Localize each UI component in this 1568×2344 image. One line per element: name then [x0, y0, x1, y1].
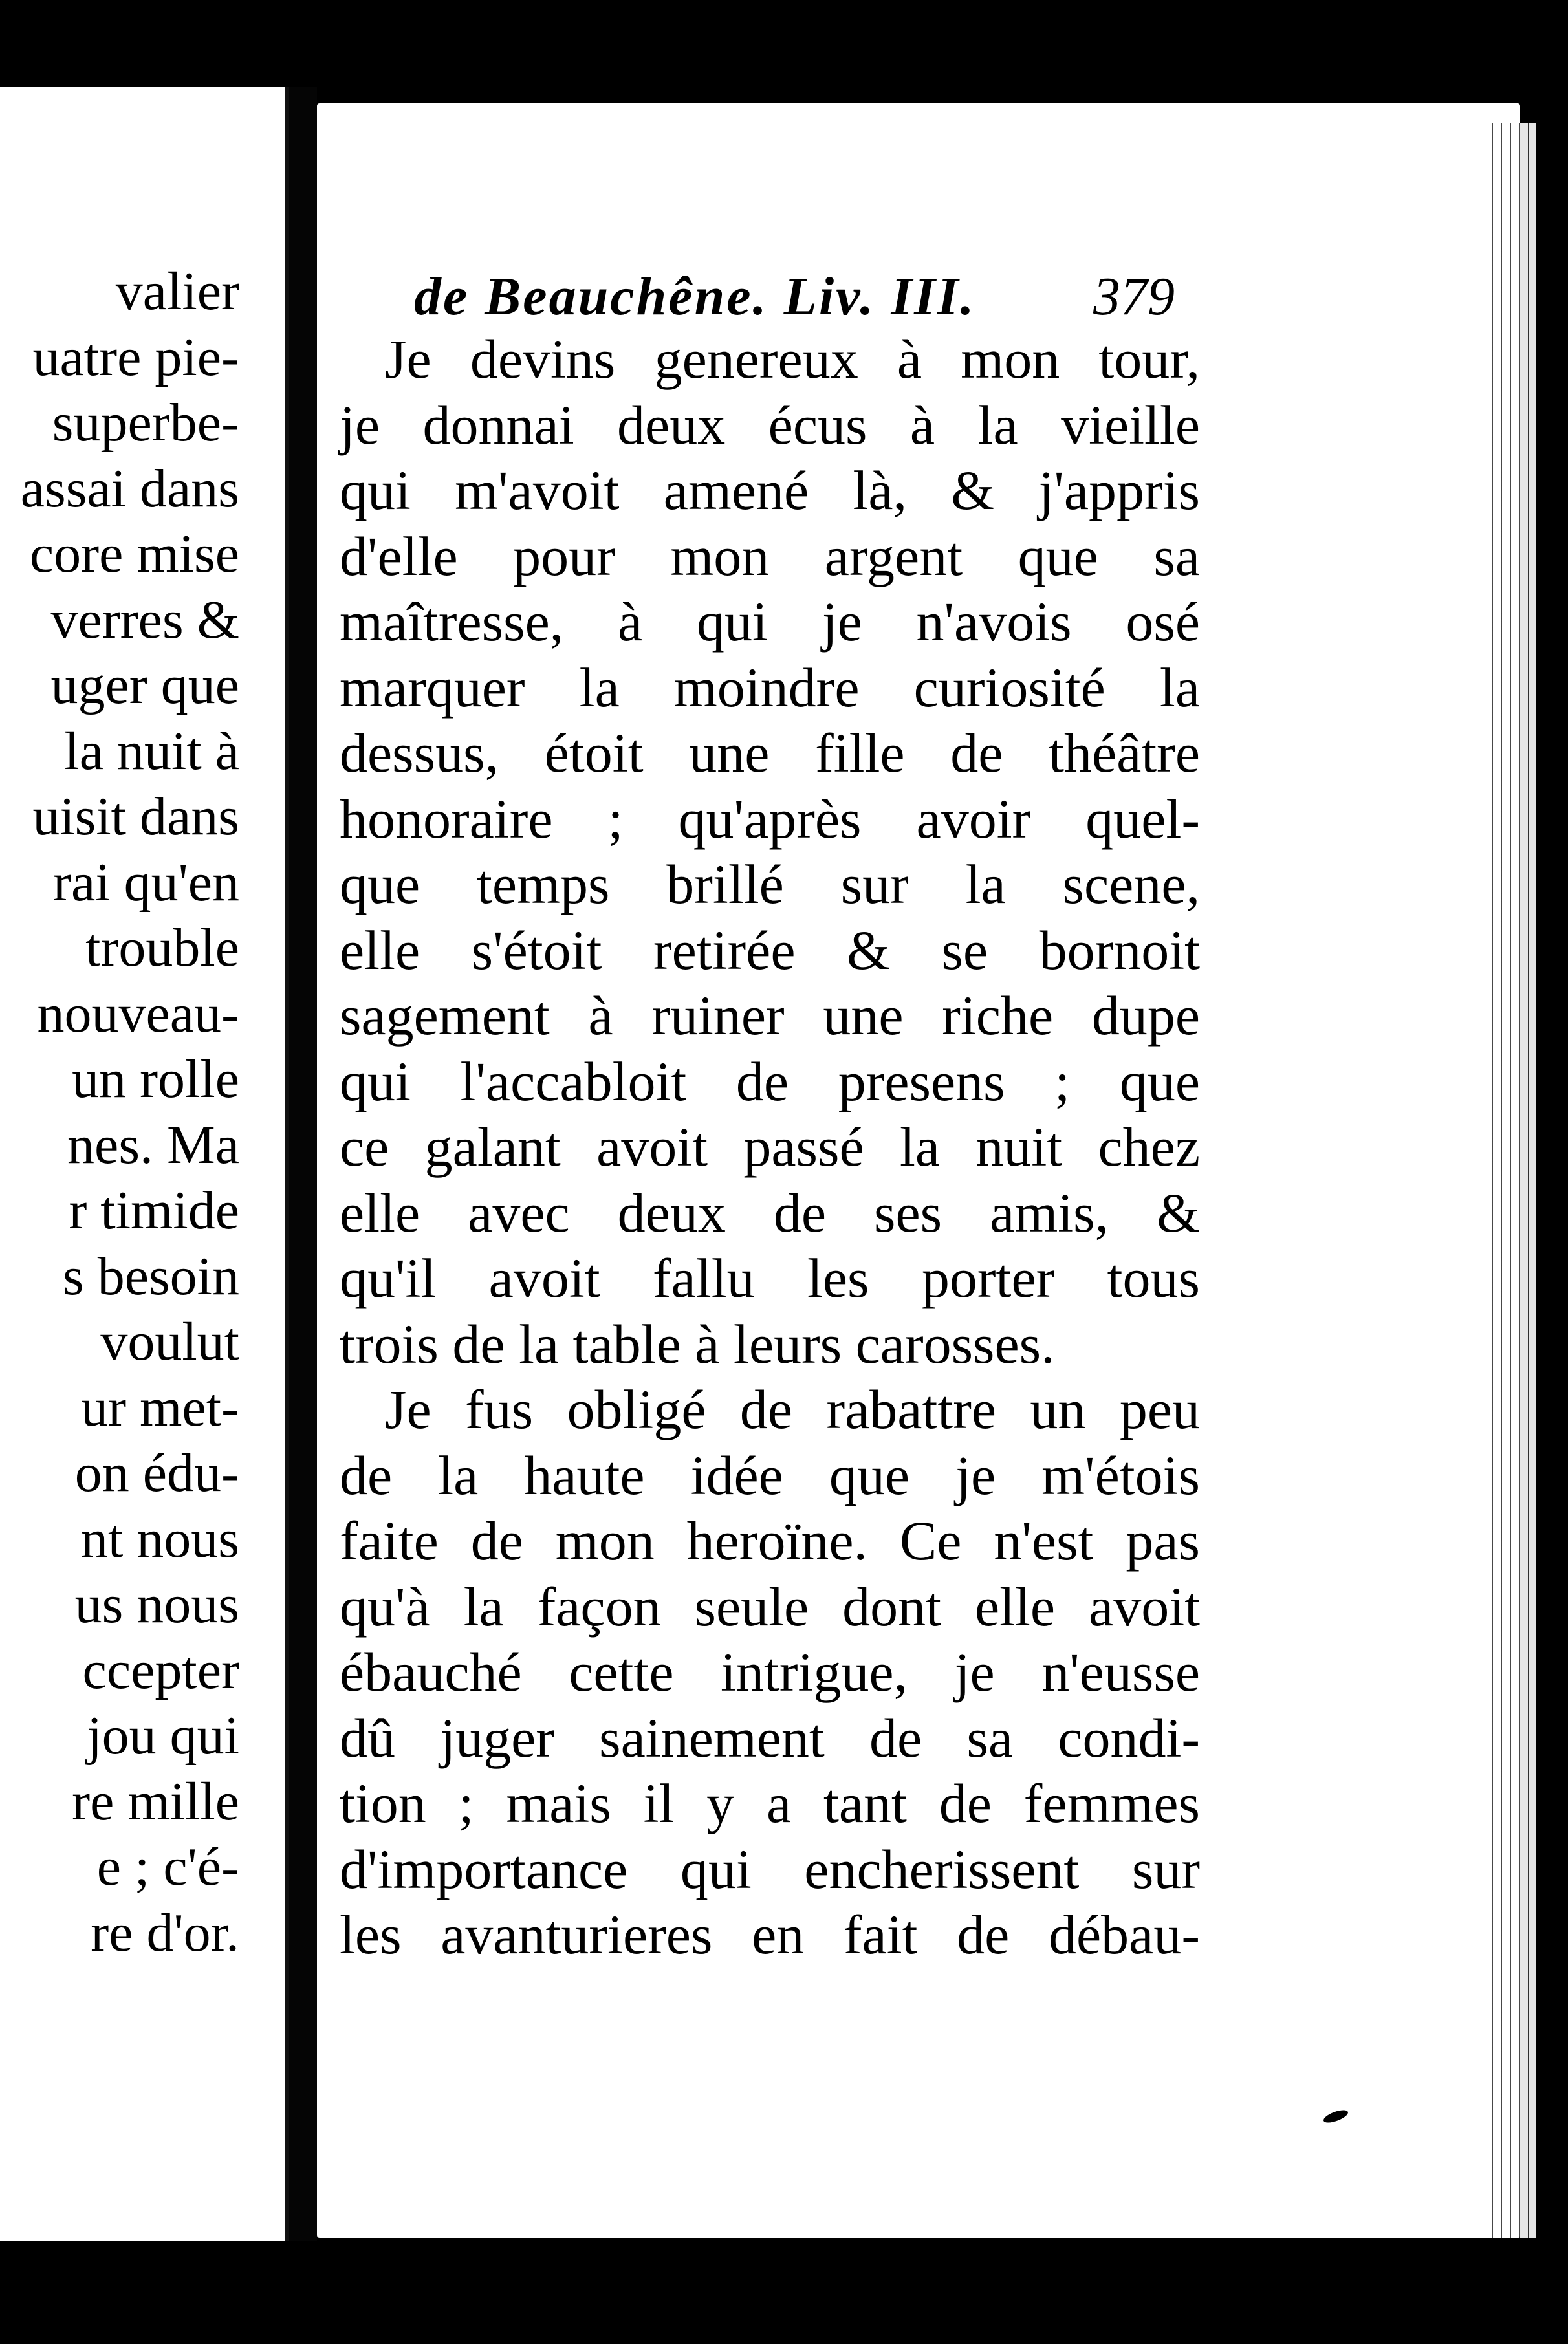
- paragraph-2: [340, 1377, 1200, 1968]
- left-page-line: verres &: [50, 589, 239, 650]
- left-page-line: la nuit à: [64, 721, 239, 781]
- left-page-line: un rolle: [72, 1049, 239, 1109]
- text-line: d'importance qui encherissent sur: [340, 1838, 1200, 1900]
- left-page-line: r timide: [69, 1180, 239, 1241]
- left-page-line: valier: [115, 261, 239, 321]
- left-page-line: ccepter: [82, 1640, 239, 1700]
- text-line: elle s'étoit retirée & se bornoit: [340, 918, 1200, 981]
- left-page-line: voulut: [100, 1312, 239, 1372]
- text-line: maîtresse, à qui je n'avois osé: [340, 591, 1200, 653]
- left-page-line: e ; c'é-: [96, 1837, 239, 1897]
- text-line: marquer la moindre curiosité la: [340, 656, 1200, 719]
- left-page-line: superbe-: [52, 393, 239, 453]
- text-line: qu'à la façon seule dont elle avoit: [340, 1575, 1200, 1638]
- text-line: que temps brillé sur la scene,: [340, 853, 1200, 915]
- text-line: elle avec deux de ses amis, &: [340, 1181, 1200, 1244]
- left-page-line: uger que: [50, 655, 239, 715]
- left-page-line: on édu-: [74, 1443, 239, 1503]
- text-line: les avanturieres en fait de débau-: [340, 1904, 1200, 1966]
- ink-speck: [1142, 2283, 1148, 2286]
- left-page-line: re mille: [72, 1771, 239, 1832]
- left-page-line: s besoin: [63, 1246, 239, 1307]
- left-page-line: ur met-: [81, 1377, 239, 1438]
- left-page-line: nouveau-: [37, 983, 239, 1044]
- text-line: qui m'avoit amené là, & j'appris: [340, 459, 1200, 521]
- page-edge: [1488, 123, 1536, 2238]
- text-line: Je devins genereux à mon tour,: [385, 328, 1200, 390]
- text-line: honoraire ; qu'après avoir quel-: [340, 787, 1200, 850]
- text-line: ce galant avoit passé la nuit chez: [340, 1116, 1200, 1178]
- book-gutter: [289, 87, 317, 2241]
- left-page-line: rai qu'en: [52, 852, 239, 913]
- left-page-line: jou qui: [87, 1706, 239, 1766]
- text-line: dessus, étoit une fille de théâtre: [340, 722, 1200, 784]
- left-page-line: uatre pie-: [32, 327, 239, 387]
- text-line: dû juger sainement de sa condi-: [340, 1706, 1200, 1769]
- text-line: de la haute idée que je m'étois: [340, 1444, 1200, 1506]
- left-page-line: nt nous: [80, 1508, 239, 1569]
- paragraph-1: [340, 327, 1200, 1377]
- left-page-text: [21, 259, 239, 1966]
- text-line: qu'il avoit fallu les porter tous: [340, 1247, 1200, 1309]
- left-page-line: re d'or.: [91, 1902, 239, 1963]
- running-head: de Beauchêne. Liv. III.: [414, 266, 976, 327]
- text-line: ébauché cette intrigue, je n'eusse: [340, 1641, 1200, 1703]
- text-line: d'elle pour mon argent que sa: [340, 525, 1200, 587]
- left-page-line: core mise: [29, 524, 239, 584]
- body-text: [340, 327, 1200, 1968]
- text-line: trois de la table à leurs carosses.: [340, 1312, 1055, 1375]
- text-line: je donnai deux écus à la vieille: [340, 393, 1200, 456]
- left-page-line: uisit dans: [32, 787, 239, 847]
- text-line: faite de mon heroïne. Ce n'est pas: [340, 1510, 1200, 1572]
- text-line: qui l'accabloit de presens ; que: [340, 1050, 1200, 1112]
- left-page: [0, 87, 289, 2241]
- text-line: Je fus obligé de rabattre un peu: [385, 1378, 1200, 1440]
- left-page-line: nes. Ma: [67, 1114, 239, 1175]
- left-page-line: assai dans: [20, 458, 239, 519]
- text-line: sagement à ruiner une riche dupe: [340, 984, 1200, 1047]
- left-page-line: us nous: [74, 1574, 239, 1634]
- page-number: 379: [1093, 266, 1175, 327]
- left-page-line: trouble: [85, 918, 239, 978]
- text-line: tion ; mais il y a tant de femmes: [340, 1772, 1200, 1834]
